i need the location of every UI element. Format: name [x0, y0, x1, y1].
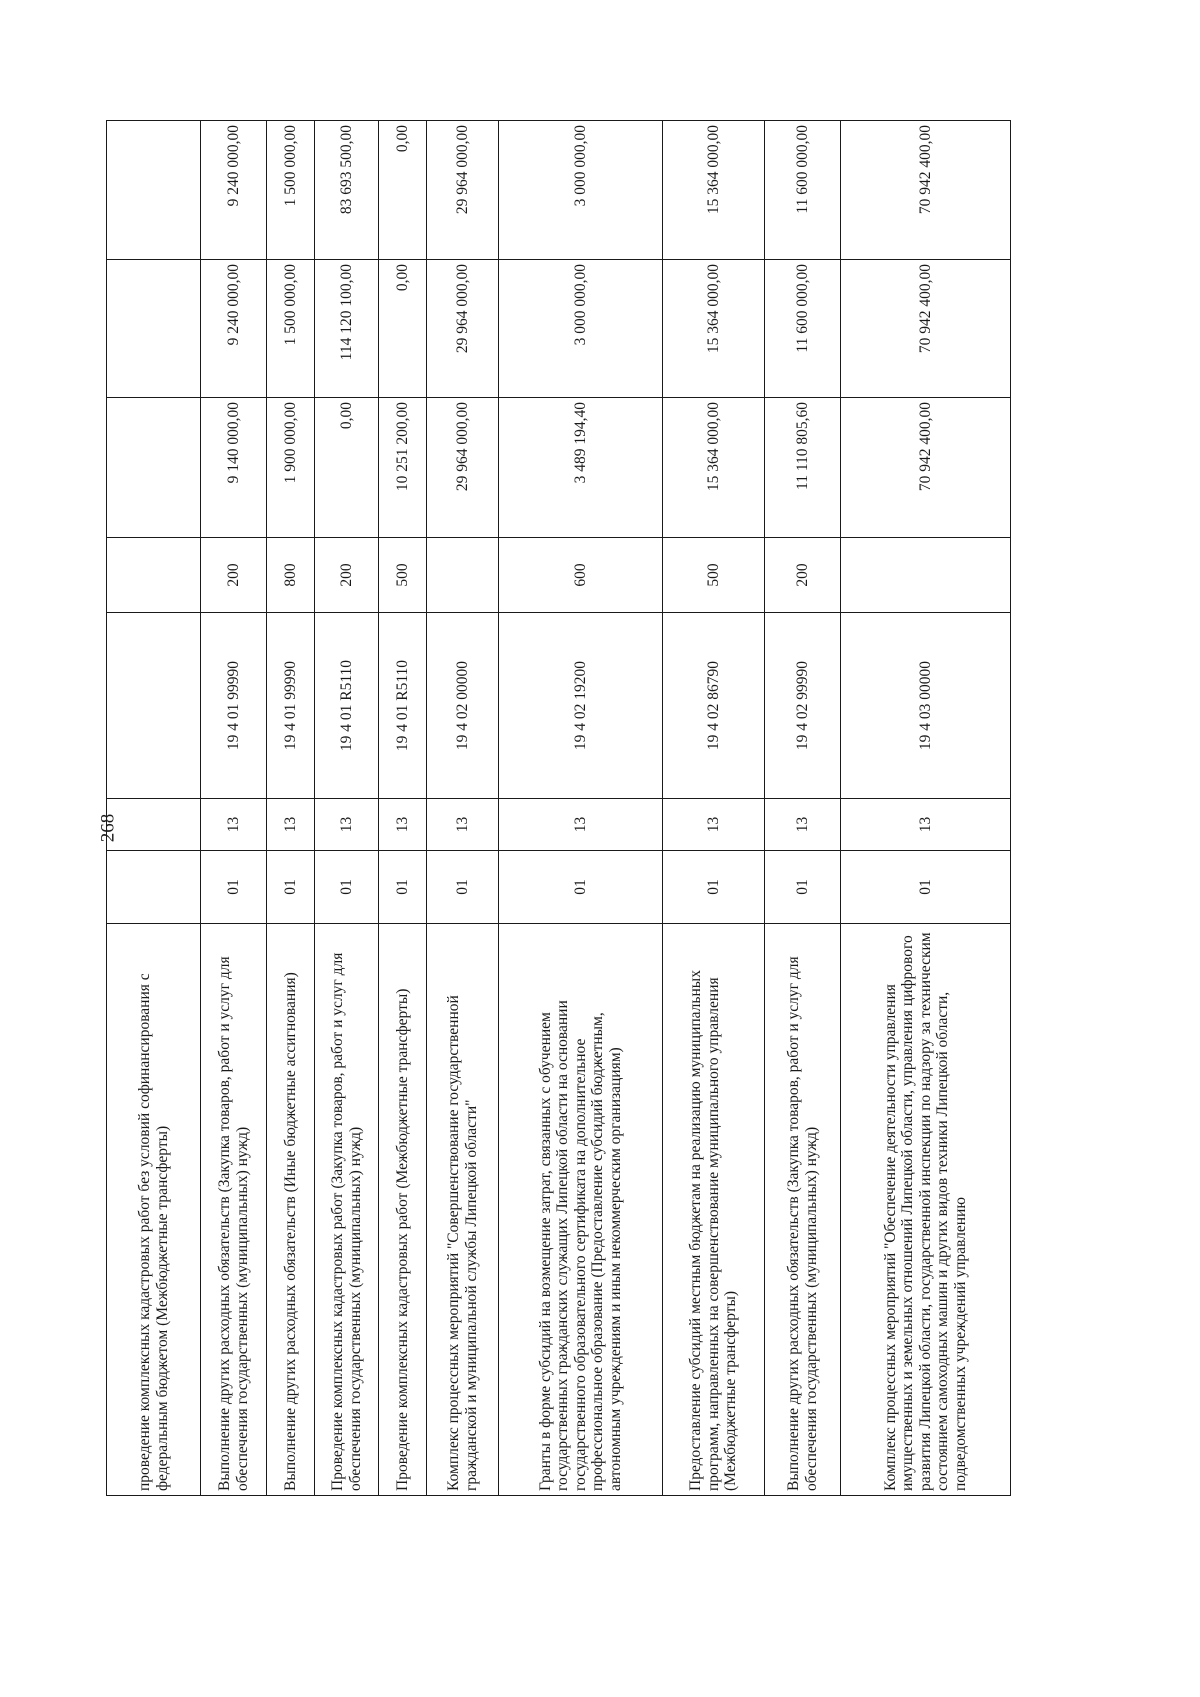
amount-year-3: 9 240 000,00: [200, 120, 266, 259]
budget-table: [106, 120, 1011, 1496]
page-number-text: 268: [97, 813, 118, 843]
table-row: [200, 120, 266, 1495]
row-description: Проведение комплексных кадастровых работ (Закупка товаров, работ и услуг для обеспечения государственных (муниципальных) нужд): [314, 923, 378, 1495]
table-row: [764, 120, 840, 1495]
target-article-code: 19 4 02 99990: [764, 612, 840, 798]
amount-year-3: 70 942 400,00: [840, 120, 1010, 259]
subsection-code: [106, 798, 200, 850]
subsection-code: 13: [314, 798, 378, 850]
table-row: [426, 120, 498, 1495]
amount-year-1: 11 110 805,60: [764, 397, 840, 537]
target-article-code: 19 4 02 86790: [662, 612, 764, 798]
row-description: Предоставление субсидий местным бюджетам на реализацию муниципальных программ, направленных на совершенствование муниципального управления (Межбюджетные трансферты): [662, 923, 764, 1495]
target-article-code: 19 4 02 19200: [498, 612, 662, 798]
table-row: [378, 120, 426, 1495]
row-description: Выполнение других расходных обязательств (Закупка товаров, работ и услуг для обеспечения государственных (муниципальных) нужд): [200, 923, 266, 1495]
target-article-code: [106, 612, 200, 798]
row-description: Проведение комплексных кадастровых работ (Межбюджетные трансферты): [378, 923, 426, 1495]
amount-year-3: 11 600 000,00: [764, 120, 840, 259]
table-row: [662, 120, 764, 1495]
section-code: 01: [498, 850, 662, 923]
subsection-code: 13: [840, 798, 1010, 850]
section-code: 01: [378, 850, 426, 923]
target-article-code: 19 4 01 R5110: [314, 612, 378, 798]
row-description: Гранты в форме субсидий на возмещение затрат, связанных с обучением государственных гражданских служащих Липецкой области на основании государственного образовательного сертификата на дополнительное профессиональное образование (Предоставление субсидий бюджетным, автономным учреждениям и иным некоммерческим организациям): [498, 923, 662, 1495]
amount-year-2: [106, 259, 200, 397]
table-row: [266, 120, 314, 1495]
subsection-code: 13: [426, 798, 498, 850]
amount-year-2: 114 120 100,00: [314, 259, 378, 397]
amount-year-3: 1 500 000,00: [266, 120, 314, 259]
budget-table-container: [106, 121, 1041, 1496]
amount-year-1: 70 942 400,00: [840, 397, 1010, 537]
amount-year-2: 3 000 000,00: [498, 259, 662, 397]
section-code: 01: [840, 850, 1010, 923]
amount-year-1: 9 140 000,00: [200, 397, 266, 537]
expense-type-code: [840, 537, 1010, 612]
expense-type-code: 600: [498, 537, 662, 612]
target-article-code: 19 4 03 00000: [840, 612, 1010, 798]
amount-year-3: 0,00: [378, 120, 426, 259]
amount-year-1: 15 364 000,00: [662, 397, 764, 537]
section-code: [106, 850, 200, 923]
expense-type-code: 200: [200, 537, 266, 612]
table-row: [106, 120, 200, 1495]
section-code: 01: [200, 850, 266, 923]
amount-year-3: 3 000 000,00: [498, 120, 662, 259]
row-description: проведение комплексных кадастровых работ без условий софинансирования с федеральным бюджетом (Межбюджетные трансферты): [106, 923, 200, 1495]
section-code: 01: [426, 850, 498, 923]
expense-type-code: 500: [662, 537, 764, 612]
amount-year-1: 1 900 000,00: [266, 397, 314, 537]
expense-type-code: 200: [764, 537, 840, 612]
table-row: [314, 120, 378, 1495]
amount-year-1: 3 489 194,40: [498, 397, 662, 537]
amount-year-1: 0,00: [314, 397, 378, 537]
amount-year-1: 29 964 000,00: [426, 397, 498, 537]
amount-year-2: 11 600 000,00: [764, 259, 840, 397]
subsection-code: 13: [266, 798, 314, 850]
subsection-code: 13: [498, 798, 662, 850]
expense-type-code: 800: [266, 537, 314, 612]
table-row: [840, 120, 1010, 1495]
expense-type-code: 500: [378, 537, 426, 612]
target-article-code: 19 4 01 99990: [266, 612, 314, 798]
subsection-code: 13: [200, 798, 266, 850]
amount-year-1: [106, 397, 200, 537]
amount-year-2: 9 240 000,00: [200, 259, 266, 397]
row-description: Комплекс процессных мероприятий "Совершенствование государственной гражданской и муниципальной службы Липецкой области": [426, 923, 498, 1495]
section-code: 01: [764, 850, 840, 923]
amount-year-2: 29 964 000,00: [426, 259, 498, 397]
subsection-code: 13: [764, 798, 840, 850]
section-code: 01: [314, 850, 378, 923]
subsection-code: 13: [662, 798, 764, 850]
subsection-code: 13: [378, 798, 426, 850]
target-article-code: 19 4 01 99990: [200, 612, 266, 798]
expense-type-code: 200: [314, 537, 378, 612]
row-description: Выполнение других расходных обязательств (Закупка товаров, работ и услуг для обеспечения государственных (муниципальных) нужд): [764, 923, 840, 1495]
row-description: Комплекс процессных мероприятий "Обеспечение деятельности управления имущественных и земельных отношений Липецкой области, управления цифрового развития Липецкой области, государственной инспекции по надзору за техническим состоянием самоходных машин и других видов техники Липецкой области, подведомственных учреждений управлению: [840, 923, 1010, 1495]
amount-year-1: 10 251 200,00: [378, 397, 426, 537]
target-article-code: 19 4 01 R5110: [378, 612, 426, 798]
amount-year-2: 70 942 400,00: [840, 259, 1010, 397]
table-row: [498, 120, 662, 1495]
section-code: 01: [662, 850, 764, 923]
amount-year-2: 15 364 000,00: [662, 259, 764, 397]
expense-type-code: [426, 537, 498, 612]
amount-year-2: 0,00: [378, 259, 426, 397]
row-description: Выполнение других расходных обязательств (Иные бюджетные ассигнования): [266, 923, 314, 1495]
amount-year-3: [106, 120, 200, 259]
section-code: 01: [266, 850, 314, 923]
amount-year-3: 83 693 500,00: [314, 120, 378, 259]
expense-type-code: [106, 537, 200, 612]
target-article-code: 19 4 02 00000: [426, 612, 498, 798]
amount-year-2: 1 500 000,00: [266, 259, 314, 397]
amount-year-3: 29 964 000,00: [426, 120, 498, 259]
amount-year-3: 15 364 000,00: [662, 120, 764, 259]
